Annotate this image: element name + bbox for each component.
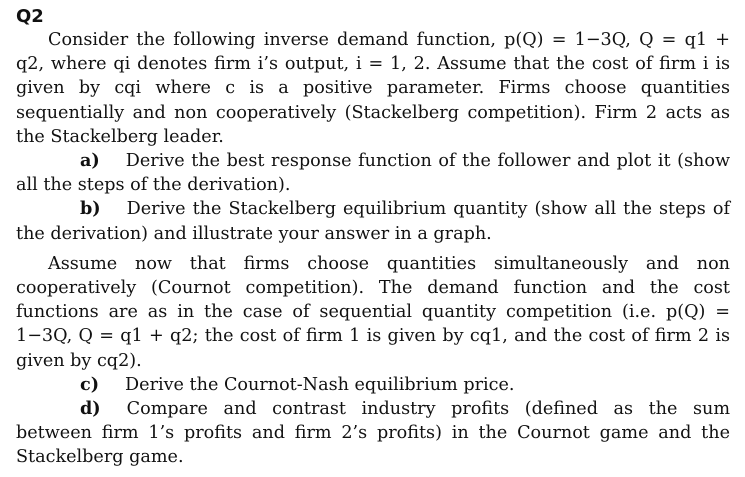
part-d-label: d)	[80, 398, 101, 420]
part-d-text: Compare and contrast industry profits (defined as the sum between firm 1’s profits and firm 2’s profits) in the Cournot game and the Stackelberg game.	[16, 399, 730, 468]
cournot-paragraph: Assume now that firms choose quantities simultaneously and non cooperatively (Cournot competition). The demand function and the cost functions are as in the case of sequential quantity competition (i.e. p(Q) = 1−3Q, Q = q1 + q2; the cost of firm 1 is given by cq1, and the cost of firm 2 is given by cq2).	[16, 253, 730, 371]
question-intro: Consider the following inverse demand function, p(Q) = 1−3Q, Q = q1 + q2, where qi denotes firm i’s output, i = 1, 2. Assume that the cost of firm i is given by cqi where c is a positive parameter. Firms choose quantities sequentially and non cooperatively (Stackelberg competition). Firm 2 acts as the Stackelberg leader.	[16, 30, 730, 147]
part-b-text: Derive the Stackelberg equilibrium quantity (show all the steps of the derivation) and illustrate your answer in a graph.	[16, 199, 730, 244]
part-b-label: b)	[80, 198, 101, 220]
question-document	[16, 6, 730, 470]
part-c	[16, 373, 730, 397]
part-a-text: Derive the best response function of the follower and plot it (show all the steps of the derivation).	[16, 151, 730, 196]
part-d	[16, 397, 730, 470]
part-a	[16, 149, 730, 197]
part-b	[16, 197, 730, 245]
part-a-label: a)	[80, 150, 100, 172]
part-c-text: Derive the Cournot-Nash equilibrium price.	[125, 374, 515, 395]
question-title: Q2	[16, 6, 44, 27]
part-c-label: c)	[80, 373, 100, 395]
